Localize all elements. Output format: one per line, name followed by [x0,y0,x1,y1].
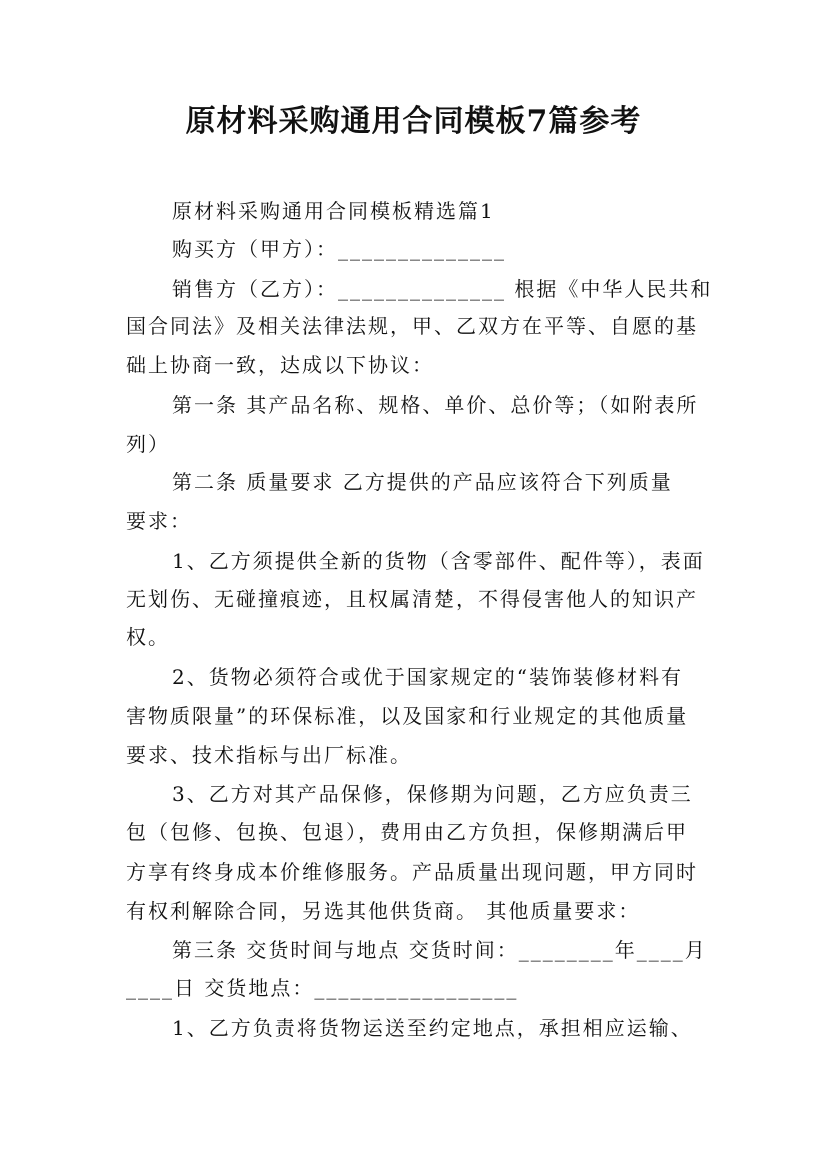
clause-1-line: 1、乙方须提供全新的货物（含零部件、配件等），表面 [172,549,705,573]
paragraph-line: 有权利解除合同，另选其他供货商。 其他质量要求： [126,899,641,923]
article-1-line: 第一条 其产品名称、规格、单价、总价等；（如附表所 [172,393,699,417]
paragraph-line: 国合同法》及相关法律法规，甲、乙双方在平等、自愿的基 [126,314,698,338]
paragraph-line: 包（包修、包换、包退），费用由乙方负担，保修期满后甲 [126,820,688,844]
buyer-line: 购买方（甲方）：______________ [172,237,506,261]
paragraph-line: 础上协商一致，达成以下协议： [126,353,434,377]
paragraph-line: 列） [126,432,170,456]
paragraph-line: 无划伤、无碰撞痕迹，且权属清楚，不得侵害他人的知识产 [126,587,698,611]
paragraph-line: ____日 交货地点：_________________ [126,976,519,1000]
paragraph-line: 要求： [126,509,192,533]
paragraph-line: 要求、技术指标与出厂标准。 [126,743,412,767]
clause-2-line: 2、货物必须符合或优于国家规定的“装饰装修材料有 [172,665,683,689]
delivery-clause-1-line: 1、乙方负责将货物运送至约定地点，承担相应运输、 [172,1016,693,1040]
seller-line: 销售方（乙方）：______________ 根据《中华人民共和 [172,277,713,301]
clause-3-line: 3、乙方对其产品保修，保修期为问题，乙方应负责三 [172,782,693,806]
article-3-line: 第三条 交货时间与地点 交货时间：________年____月 [172,938,707,962]
paragraph-line: 方享有终身成本价维修服务。产品质量出现问题，甲方同时 [126,860,698,884]
article-2-line: 第二条 质量要求 乙方提供的产品应该符合下列质量 [172,470,673,494]
paragraph-line: 权。 [126,625,170,649]
section-heading: 原材料采购通用合同模板精选篇1 [172,199,495,223]
document-title: 原材料采购通用合同模板7篇参考 [185,104,642,139]
paragraph-line: 害物质限量”的环保标准，以及国家和行业规定的其他质量 [126,704,689,728]
